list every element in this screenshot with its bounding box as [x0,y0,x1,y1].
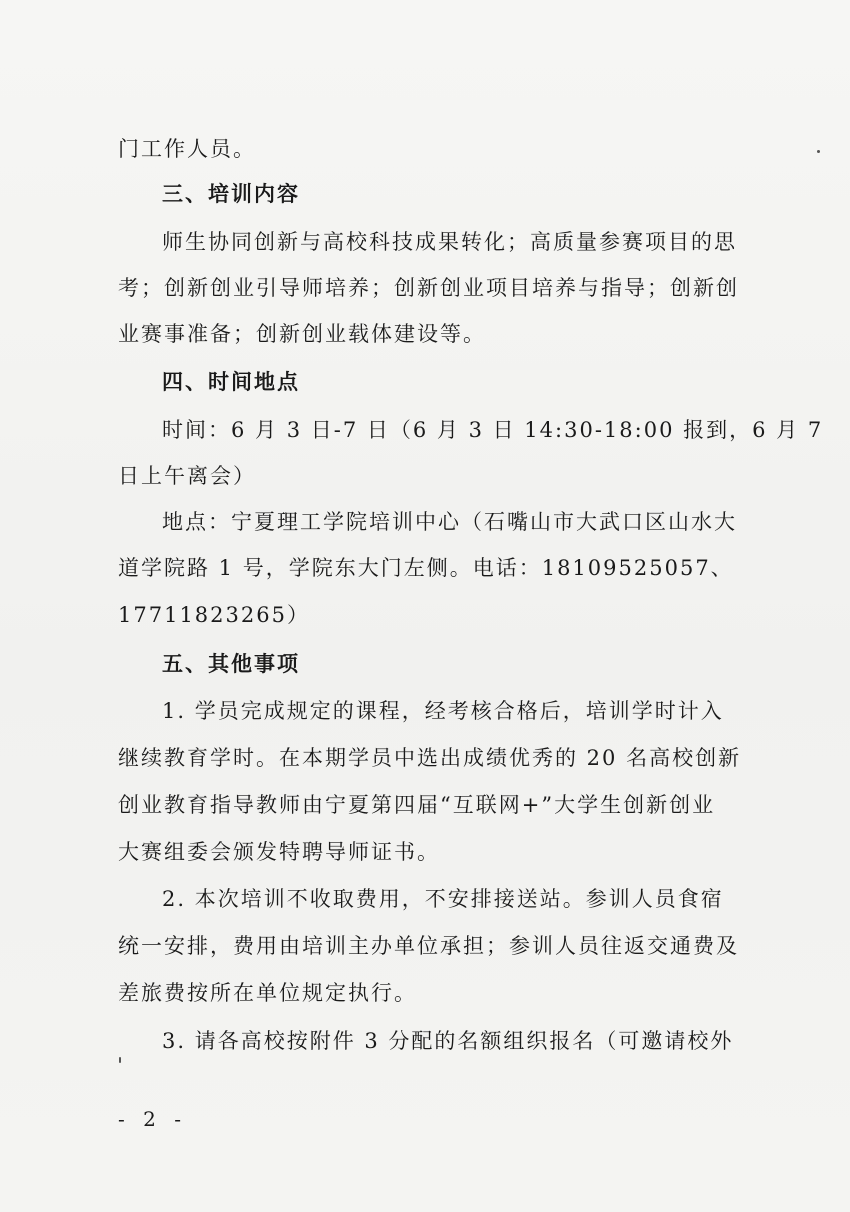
paragraph-line: 差旅费按所在单位规定执行。 [118,981,417,1005]
scan-speck [817,150,820,153]
paragraph-line: 门工作人员。 [118,137,256,161]
section-heading-4: 四、时间地点 [162,370,300,394]
paragraph-line: 时间：6 月 3 日-7 日（6 月 3 日 14:30-18:00 报到，6 月 7 [162,418,824,442]
section-heading-3: 三、培训内容 [162,182,300,206]
paragraph-line: 道学院路 1 号，学院东大门左侧。电话：18109525057、 [118,556,734,580]
paragraph-line: 地点：宁夏理工学院培训中心（石嘴山市大武口区山水大 [162,510,737,534]
paragraph-line: 继续教育学时。在本期学员中选出成绩优秀的 20 名高校创新 [118,746,742,770]
paragraph-line: 创业教育指导教师由宁夏第四届“互联网+”大学生创新创业 [118,793,716,817]
paragraph-line: 17711823265） [118,603,310,627]
paragraph-line: 师生协同创新与高校科技成果转化；高质量参赛项目的思 [162,230,737,254]
paragraph-line: 考；创新创业引导师培养；创新创业项目培养与指导；创新创 [118,276,739,300]
paragraph-line: 大赛组委会颁发特聘导师证书。 [118,840,440,864]
scan-speck [119,1057,121,1063]
paragraph-line: 1. 学员完成规定的课程，经考核合格后，培训学时计入 [162,699,724,723]
paragraph-line: 业赛事准备；创新创业载体建设等。 [118,322,486,346]
paragraph-line: 3. 请各高校按附件 3 分配的名额组织报名（可邀请校外 [162,1029,734,1053]
paragraph-line: 日上午离会） [118,464,256,488]
page-number: - 2 - [118,1107,187,1131]
section-heading-5: 五、其他事项 [162,652,300,676]
paragraph-line: 2. 本次培训不收取费用，不安排接送站。参训人员食宿 [162,887,724,911]
paragraph-line: 统一安排，费用由培训主办单位承担；参训人员往返交通费及 [118,934,739,958]
